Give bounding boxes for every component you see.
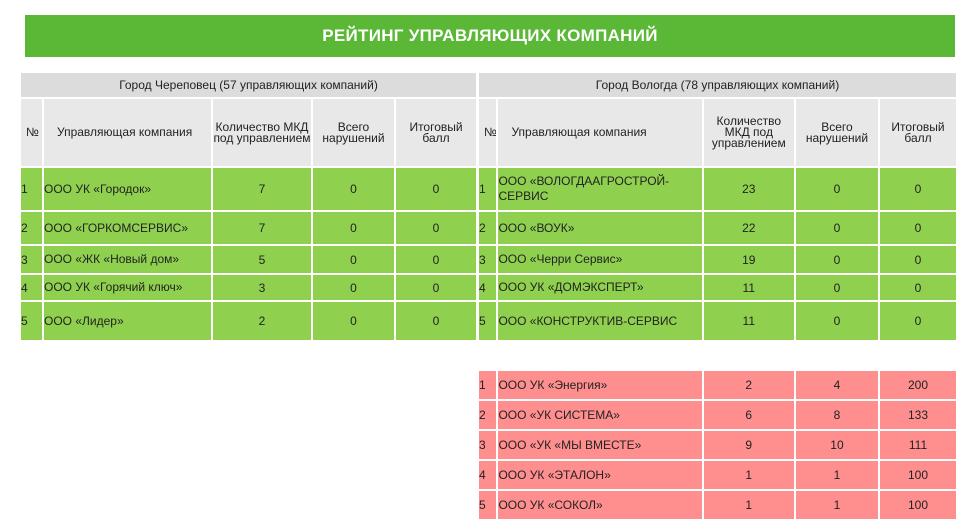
row-violations: 0 bbox=[313, 302, 394, 340]
column-header-row bbox=[21, 99, 476, 166]
row-mkd-count: 9 bbox=[704, 431, 794, 459]
table-row bbox=[21, 302, 476, 340]
row-num: 5 bbox=[479, 302, 496, 340]
row-score: 0 bbox=[396, 302, 476, 340]
row-num: 1 bbox=[21, 168, 42, 210]
row-company: ООО «ВОУК» bbox=[498, 212, 701, 244]
row-num: 3 bbox=[21, 246, 42, 273]
row-score: 100 bbox=[880, 491, 956, 519]
row-num: 4 bbox=[479, 275, 496, 300]
row-company: ООО «ГОРКОМСЕРВИС» bbox=[44, 212, 211, 244]
header-score: Итоговый балл bbox=[880, 99, 956, 166]
row-violations: 0 bbox=[313, 246, 394, 273]
table-row bbox=[479, 246, 956, 273]
row-company: ООО УК «Горячий ключ» bbox=[44, 275, 211, 300]
row-score: 133 bbox=[880, 401, 956, 429]
row-mkd-count: 7 bbox=[213, 168, 311, 210]
table-row bbox=[479, 275, 956, 300]
row-violations: 0 bbox=[796, 168, 878, 210]
row-company: ООО «ВОЛОГДААГРОСТРОЙ-СЕРВИС bbox=[498, 168, 701, 210]
column-header-row bbox=[479, 99, 956, 166]
row-violations: 0 bbox=[796, 246, 878, 273]
row-num: 4 bbox=[479, 461, 496, 489]
row-violations: 0 bbox=[313, 168, 394, 210]
row-num: 5 bbox=[479, 491, 496, 519]
table-row bbox=[21, 246, 476, 273]
table-row bbox=[479, 431, 956, 459]
table-row bbox=[479, 302, 956, 340]
header-company: Управляющая компания bbox=[498, 99, 701, 166]
row-mkd-count: 22 bbox=[704, 212, 794, 244]
row-score: 0 bbox=[396, 168, 476, 210]
row-num: 3 bbox=[479, 431, 496, 459]
city-title: Город Вологда (78 управляющих компаний) bbox=[479, 73, 956, 97]
row-score: 0 bbox=[880, 246, 956, 273]
row-violations: 0 bbox=[796, 275, 878, 300]
row-company: ООО «КОНСТРУКТИВ-СЕРВИС bbox=[498, 302, 701, 340]
row-company: ООО «УК «МЫ ВМЕСТЕ» bbox=[498, 431, 701, 459]
row-violations: 1 bbox=[796, 491, 878, 519]
table-row bbox=[479, 491, 956, 519]
vologda-rating-table bbox=[477, 71, 958, 342]
header-violations: Всего нарушений bbox=[796, 99, 878, 166]
row-mkd-count: 2 bbox=[704, 371, 794, 399]
table-row bbox=[479, 168, 956, 210]
row-mkd-count: 1 bbox=[704, 461, 794, 489]
header-num: № bbox=[21, 99, 42, 166]
row-company: ООО УК «СОКОЛ» bbox=[498, 491, 701, 519]
row-violations: 10 bbox=[796, 431, 878, 459]
row-score: 0 bbox=[880, 275, 956, 300]
row-company: ООО УК «ДОМЭКСПЕРТ» bbox=[498, 275, 701, 300]
row-mkd-count: 3 bbox=[213, 275, 311, 300]
table-row bbox=[21, 275, 476, 300]
row-score: 100 bbox=[880, 461, 956, 489]
row-mkd-count: 6 bbox=[704, 401, 794, 429]
row-company: ООО «Черри Сервис» bbox=[498, 246, 701, 273]
row-violations: 8 bbox=[796, 401, 878, 429]
row-mkd-count: 5 bbox=[213, 246, 311, 273]
row-mkd-count: 11 bbox=[704, 275, 794, 300]
vologda-worst-table bbox=[477, 369, 958, 521]
header-violations: Всего нарушений bbox=[313, 99, 394, 166]
table-row bbox=[479, 371, 956, 399]
row-mkd-count: 19 bbox=[704, 246, 794, 273]
row-score: 200 bbox=[880, 371, 956, 399]
row-violations: 1 bbox=[796, 461, 878, 489]
city-header-row bbox=[479, 73, 956, 97]
table-row bbox=[21, 212, 476, 244]
row-violations: 0 bbox=[796, 302, 878, 340]
row-num: 2 bbox=[21, 212, 42, 244]
row-violations: 0 bbox=[313, 212, 394, 244]
row-score: 0 bbox=[880, 212, 956, 244]
header-company: Управляющая компания bbox=[44, 99, 211, 166]
header-score: Итоговый балл bbox=[396, 99, 476, 166]
row-num: 4 bbox=[21, 275, 42, 300]
row-num: 3 bbox=[479, 246, 496, 273]
header-mkd-count: Количество МКД под управлением bbox=[704, 99, 794, 166]
page-title: РЕЙТИНГ УПРАВЛЯЮЩИХ КОМПАНИЙ bbox=[25, 15, 955, 57]
header-mkd-count: Количество МКД под управлением bbox=[213, 99, 311, 166]
row-score: 0 bbox=[396, 212, 476, 244]
row-company: ООО УК «Энергия» bbox=[498, 371, 701, 399]
row-company: ООО «Лидер» bbox=[44, 302, 211, 340]
row-score: 0 bbox=[880, 168, 956, 210]
row-violations: 4 bbox=[796, 371, 878, 399]
row-num: 1 bbox=[479, 371, 496, 399]
row-score: 0 bbox=[880, 302, 956, 340]
table-row bbox=[479, 461, 956, 489]
row-company: ООО «ЖК «Новый дом» bbox=[44, 246, 211, 273]
row-company: ООО «УК СИСТЕМА» bbox=[498, 401, 701, 429]
row-company: ООО УК «ЭТАЛОН» bbox=[498, 461, 701, 489]
row-num: 1 bbox=[479, 168, 496, 210]
row-mkd-count: 7 bbox=[213, 212, 311, 244]
row-violations: 0 bbox=[313, 275, 394, 300]
row-score: 0 bbox=[396, 275, 476, 300]
table-row bbox=[21, 168, 476, 210]
table-row bbox=[479, 212, 956, 244]
table-row bbox=[479, 401, 956, 429]
row-num: 5 bbox=[21, 302, 42, 340]
city-title: Город Череповец (57 управляющих компаний) bbox=[21, 73, 476, 97]
row-score: 0 bbox=[396, 246, 476, 273]
row-mkd-count: 2 bbox=[213, 302, 311, 340]
row-mkd-count: 1 bbox=[704, 491, 794, 519]
row-mkd-count: 23 bbox=[704, 168, 794, 210]
row-score: 111 bbox=[880, 431, 956, 459]
row-num: 2 bbox=[479, 212, 496, 244]
row-num: 2 bbox=[479, 401, 496, 429]
header-num: № bbox=[479, 99, 496, 166]
row-mkd-count: 11 bbox=[704, 302, 794, 340]
row-company: ООО УК «Городок» bbox=[44, 168, 211, 210]
cherepovets-rating-table bbox=[19, 71, 478, 342]
row-violations: 0 bbox=[796, 212, 878, 244]
city-header-row bbox=[21, 73, 476, 97]
